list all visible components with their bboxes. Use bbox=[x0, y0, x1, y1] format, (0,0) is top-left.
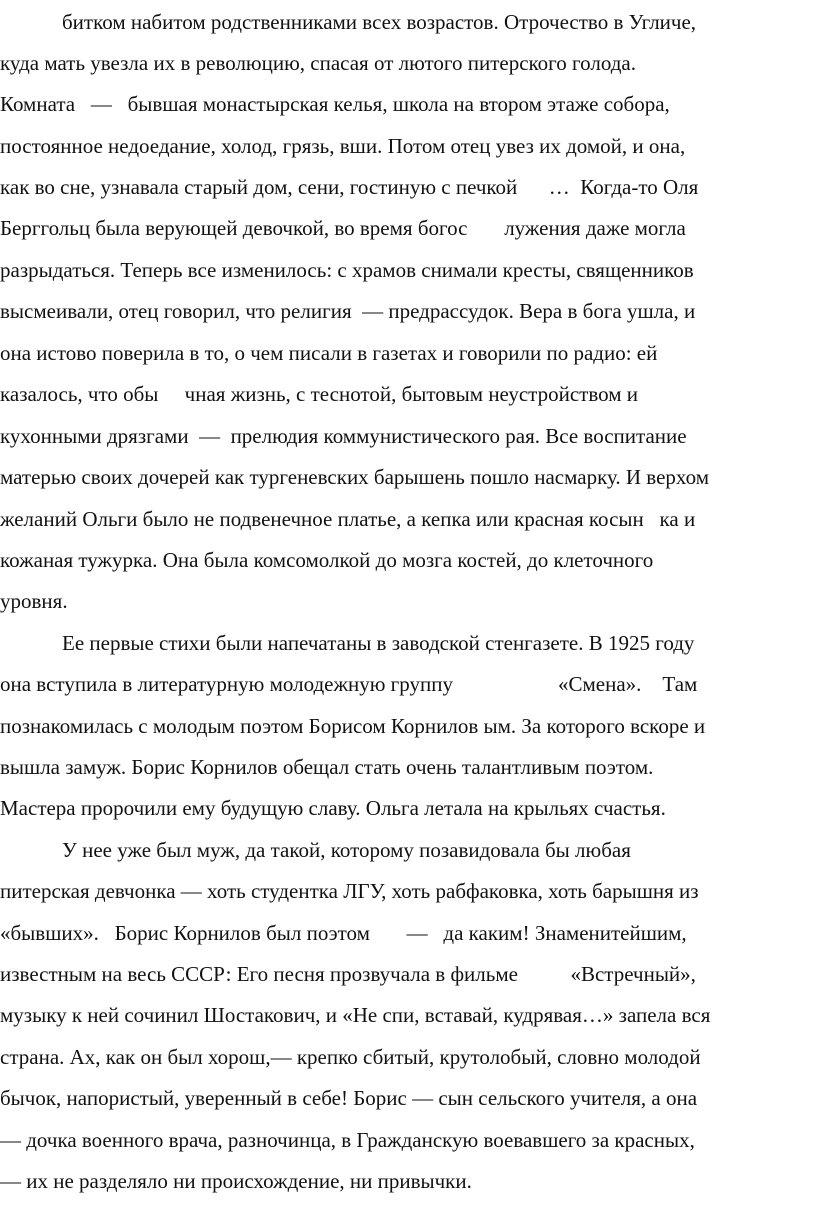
text-line: — их не разделяло ни происхождение, ни привычки. bbox=[0, 1169, 472, 1193]
text-line: музыку к ней сочинил Шостакович, и «Не спи, вставай, кудрявая…» запела вся bbox=[0, 1003, 711, 1027]
text-line: — дочка военного врача, разночинца, в Гражданскую воевавшего за красных, bbox=[0, 1128, 695, 1152]
text-line: страна. Ах, как он был хорош,— крепко сбитый, крутолобый, словно молодой bbox=[0, 1045, 701, 1069]
text-line: разрыдаться. Теперь все изменилось: с храмов снимали кресты, священников bbox=[0, 258, 694, 282]
text-line: уровня. bbox=[0, 589, 68, 613]
text-line: желаний Ольги было не подвенечное платье, а кепка или красная косын ка и bbox=[0, 507, 696, 531]
text-line: казалось, что обы чная жизнь, с теснотой, бытовым неустройством и bbox=[0, 382, 638, 406]
text-line: Мастера пророчили ему будущую славу. Ольга летала на крыльях счастья. bbox=[0, 796, 666, 820]
text-line: Комната — бывшая монастырская келья, школа на втором этаже собора, bbox=[0, 92, 670, 116]
text-line: она истово поверила в то, о чем писали в газетах и говорили по радио: ей bbox=[0, 341, 658, 365]
text-line: кухонными дрязгами — прелюдия коммунистического рая. Все воспитание bbox=[0, 424, 687, 448]
text-line: бычок, напористый, уверенный в себе! Борис — сын сельского учителя, а она bbox=[0, 1086, 698, 1110]
text-line: известным на весь СССР: Его песня прозвучала в фильме «Встречный», bbox=[0, 962, 696, 986]
text-line: познакомилась с молодым поэтом Борисом Корнилов ым. За которого вскоре и bbox=[0, 714, 706, 738]
text-line: Берггольц была верующей девочкой, во время богос лужения даже могла bbox=[0, 216, 686, 240]
text-line: вышла замуж. Борис Корнилов обещал стать очень талантливым поэтом. bbox=[0, 755, 654, 779]
text-line: У нее уже был муж, да такой, которому позавидовала бы любая bbox=[62, 838, 631, 862]
text-line: она вступила в литературную молодежную группу «Смена». Там bbox=[0, 672, 698, 696]
text-line: питерская девчонка — хоть студентка ЛГУ, хоть рабфаковка, хоть барышня из bbox=[0, 879, 699, 903]
text-line: как во сне, узнавала старый дом, сени, гостиную с печкой … Когда-то Оля bbox=[0, 175, 699, 199]
text-line: куда мать увезла их в революцию, спасая от лютого питерского голода. bbox=[0, 51, 636, 75]
text-line: матерью своих дочерей как тургеневских барышень пошло насмарку. И верхом bbox=[0, 465, 710, 489]
text-line: высмеивали, отец говорил, что религия — предрассудок. Вера в бога ушла, и bbox=[0, 299, 696, 323]
text-line: постоянное недоедание, холод, грязь, вши. Потом отец увез их домой, и она, bbox=[0, 134, 686, 158]
text-line: «бывших». Борис Корнилов был поэтом — да каким! Знаменитейшим, bbox=[0, 921, 687, 945]
text-line: битком набитом родственниками всех возрастов. Отрочество в Угличе, bbox=[62, 10, 697, 34]
text-line: Ее первые стихи были напечатаны в заводской стенгазете. В 1925 году bbox=[62, 631, 695, 655]
text-line: кожаная тужурка. Она была комсомолкой до мозга костей, до клеточного bbox=[0, 548, 654, 572]
